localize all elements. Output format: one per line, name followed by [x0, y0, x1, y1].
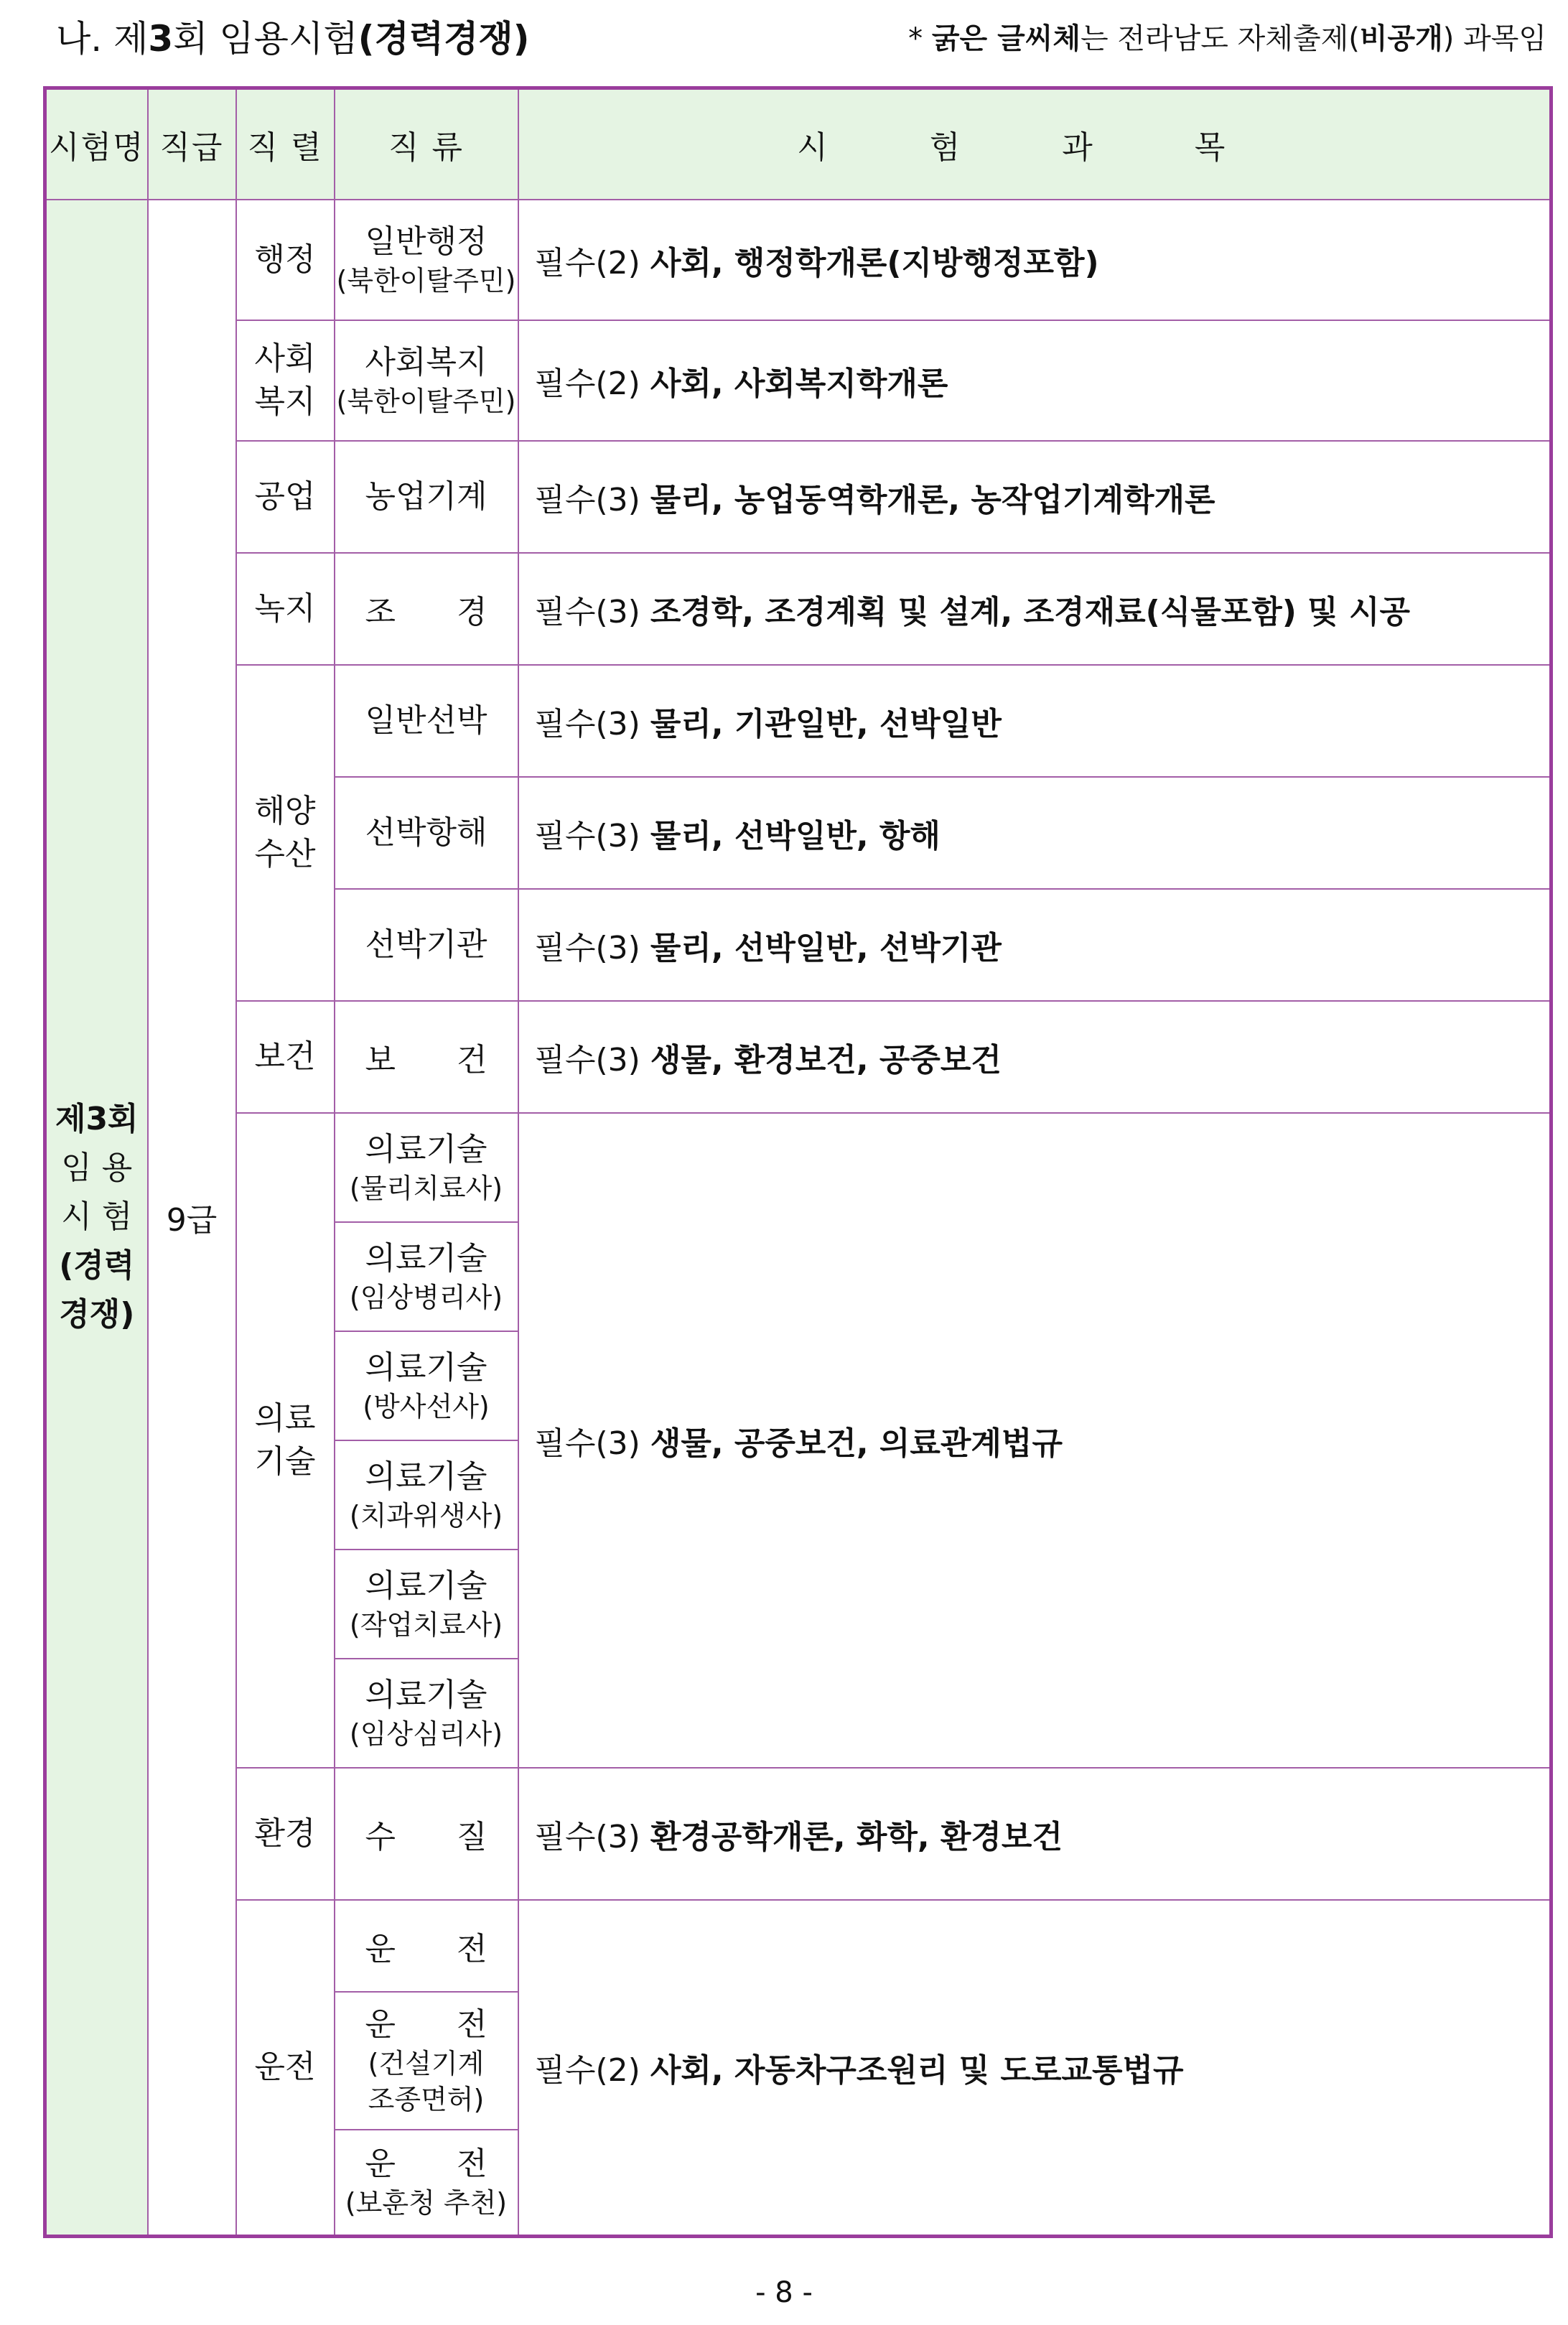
- class-cell: 운 전 (보훈청 추천): [335, 2130, 518, 2236]
- series-cell: 공업: [236, 441, 335, 553]
- subjects-cell: 필수(3) 물리, 농업동역학개론, 농작업기계학개론: [518, 441, 1551, 553]
- class-cell: 의료기술 (임상병리사): [335, 1222, 518, 1331]
- exam-name-cell: 제3회 임 용 시 험 (경력 경쟁): [45, 200, 148, 2236]
- class-cell: 선박기관: [335, 889, 518, 1001]
- series-cell: 환경: [236, 1768, 335, 1900]
- series-cell: 운전: [236, 1900, 335, 2236]
- page-number: - 8 -: [755, 2276, 813, 2309]
- series-cell: 행정: [236, 200, 335, 320]
- series-cell: 보건: [236, 1001, 335, 1113]
- subjects-cell: 필수(3) 생물, 환경보건, 공중보건: [518, 1001, 1551, 1113]
- subjects-cell: 필수(3) 물리, 선박일반, 항해: [518, 777, 1551, 889]
- header-subjects: 시 험 과 목: [518, 88, 1551, 200]
- subjects-cell: 필수(3) 생물, 공중보건, 의료관계법규: [518, 1113, 1551, 1768]
- class-cell: 선박항해: [335, 777, 518, 889]
- table-row: [45, 320, 1551, 441]
- class-cell: 농업기계: [335, 441, 518, 553]
- subjects-cell: 필수(3) 물리, 선박일반, 선박기관: [518, 889, 1551, 1001]
- table-row: [45, 441, 1551, 553]
- grade-cell: 9급: [148, 200, 236, 2236]
- header-class: 직 류: [335, 88, 518, 200]
- class-cell: 의료기술 (물리치료사): [335, 1113, 518, 1222]
- class-cell: 일반행정 (북한이탈주민): [335, 200, 518, 320]
- class-cell: 의료기술 (치과위생사): [335, 1440, 518, 1550]
- subjects-cell: 필수(2) 사회, 사회복지학개론: [518, 320, 1551, 441]
- class-cell: 운 전: [335, 1900, 518, 1992]
- subjects-cell: 필수(3) 환경공학개론, 화학, 환경보건: [518, 1768, 1551, 1900]
- subjects-cell: 필수(3) 물리, 기관일반, 선박일반: [518, 665, 1551, 777]
- class-cell: 의료기술 (임상심리사): [335, 1659, 518, 1768]
- table-row: [45, 665, 1551, 777]
- series-cell: 사회 복지: [236, 320, 335, 441]
- series-cell: 의료 기술: [236, 1113, 335, 1768]
- table-row: [45, 553, 1551, 665]
- legend-note: * 굵은 글씨체는 전라남도 자체출제(비공개) 과목임: [908, 22, 1546, 55]
- series-cell: 해양 수산: [236, 665, 335, 1001]
- table-row: [45, 1768, 1551, 1900]
- class-cell: 운 전 (건설기계 조종면허): [335, 1992, 518, 2130]
- section-title: 나. 제3회 임용시험(경력경쟁): [56, 18, 530, 60]
- subjects-cell: 필수(2) 사회, 자동차구조원리 및 도로교통법규: [518, 1900, 1551, 2236]
- table-header-row: [45, 88, 1551, 200]
- exam-subjects-table: [43, 86, 1553, 2238]
- class-cell: 일반선박: [335, 665, 518, 777]
- class-cell: 의료기술 (작업치료사): [335, 1550, 518, 1659]
- header-exam-name: 시험명: [45, 88, 148, 200]
- class-cell: 의료기술 (방사선사): [335, 1331, 518, 1440]
- class-cell: 수 질: [335, 1768, 518, 1900]
- subjects-cell: 필수(3) 조경학, 조경계획 및 설계, 조경재료(식물포함) 및 시공: [518, 553, 1551, 665]
- header-grade: 직급: [148, 88, 236, 200]
- subjects-cell: 필수(2) 사회, 행정학개론(지방행정포함): [518, 200, 1551, 320]
- table-row: [45, 200, 1551, 320]
- table-row: [45, 1001, 1551, 1113]
- table-row: [45, 1900, 1551, 1992]
- class-cell: 조 경: [335, 553, 518, 665]
- class-cell: 사회복지 (북한이탈주민): [335, 320, 518, 441]
- header-series: 직 렬: [236, 88, 335, 200]
- series-cell: 녹지: [236, 553, 335, 665]
- class-cell: 보 건: [335, 1001, 518, 1113]
- table-row: [45, 1113, 1551, 1222]
